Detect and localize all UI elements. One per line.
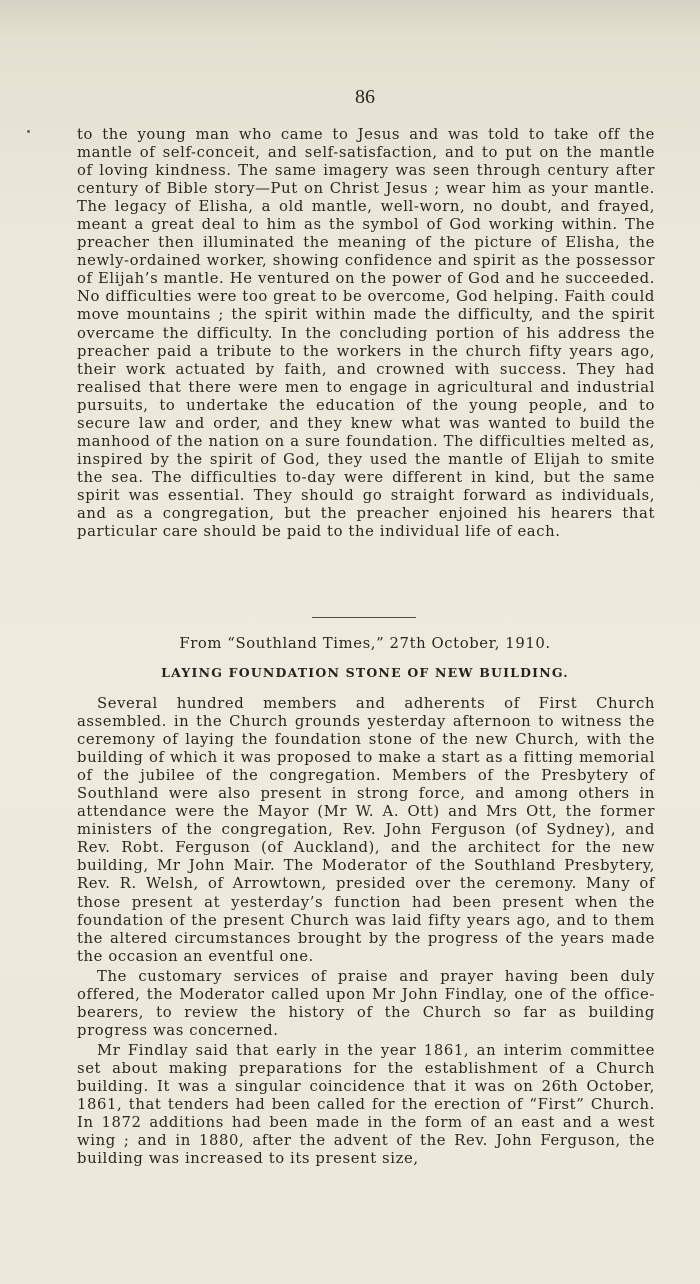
page-number: 86 [355,86,375,108]
print-speck [27,130,30,133]
article-paragraph: Several hundred members and adherents of First Church assembled. in the Church grounds yesterday afternoon to witness the ceremony of laying the foundation stone of the new Church, with the building of which it was proposed to make a start as a fitting memorial of the jubilee of the congregation. Members of the Presbytery of Southland were also present in strong force, and among others in attendance were the Mayor (Mr W. A. Ott) and Mrs Ott, the former ministers of the congregation, Rev. John Ferguson (of Sydney), and Rev. Robt. Ferguson (of Auckland), and the architect for the new building, Mr John Mair. The Moderator of the Southland Presbytery, Rev. R. Welsh, of Arrowtown, presided over the ceremony. Many of those present at yesterday’s function had been present when the foundation of the present Church was laid fifty years ago, and to them the altered circumstances brought by the progress of the years made the occasion an eventful one. [77,695,655,965]
sermon-paragraph: to the young man who came to Jesus and was told to take off the mantle of self-conceit, and self-satisfaction, and to put on the mantle of loving kindness. The same imagery was seen through century after century of Bible story—Put on Christ Jesus ; wear him as your mantle. The legacy of Elisha, a old mantle, well-worn, no doubt, and frayed, meant a great deal to him as the symbol of God working within. The preacher then illuminated the meaning of the picture of Elisha, the newly-ordained worker, showing confidence and spirit as the possessor of Elijah’s mantle. He ventured on the power of God and he succeeded. No difficulties were too great to be overcome, God helping. Faith could move mountains ; the spirit within made the difficulty, and the spirit overcame the difficulty. In the concluding portion of his address the preacher paid a tribute to the workers in the church fifty years ago, their work actuated by faith, and crowned with success. They had realised that there were men to engage in agricultural and industrial pursuits, to undertake the education of the young people, and to secure law and order, and they knew what was wanted to build the manhood of the nation on a sure foundation. The difficulties melted as, inspired by the spirit of God, they used the mantle of Elijah to smite the sea. The difficulties to-day were different in kind, but the same spirit was essential. They should go straight forward as individuals, and as a congregation, but the preacher enjoined his hearers that particular care should be paid to the individual life of each. [77,126,655,541]
sermon-text [77,126,655,541]
article-body [77,695,655,1170]
article-paragraph: The customary services of praise and prayer having been duly offered, the Moderator called upon Mr John Findlay, one of the office-bearers, to review the history of the Church so far as building progress was concerned. [77,967,655,1039]
newspaper-source-line: From “Southland Times,” 27th October, 1910. [179,635,551,652]
section-divider [312,617,416,618]
article-paragraph: Mr Findlay said that early in the year 1861, an interim committee set about making preparations for the establishment of a Church building. It was a singular coincidence that it was on 26th October, 1861, that tenders had been called for the erection of “First” Church. In 1872 additions had been made in the form of an east and a west wing ; and in 1880, after the advent of the Rev. John Ferguson, the building was increased to its present size, [77,1041,655,1168]
article-heading: LAYING FOUNDATION STONE OF NEW BUILDING. [161,665,569,680]
